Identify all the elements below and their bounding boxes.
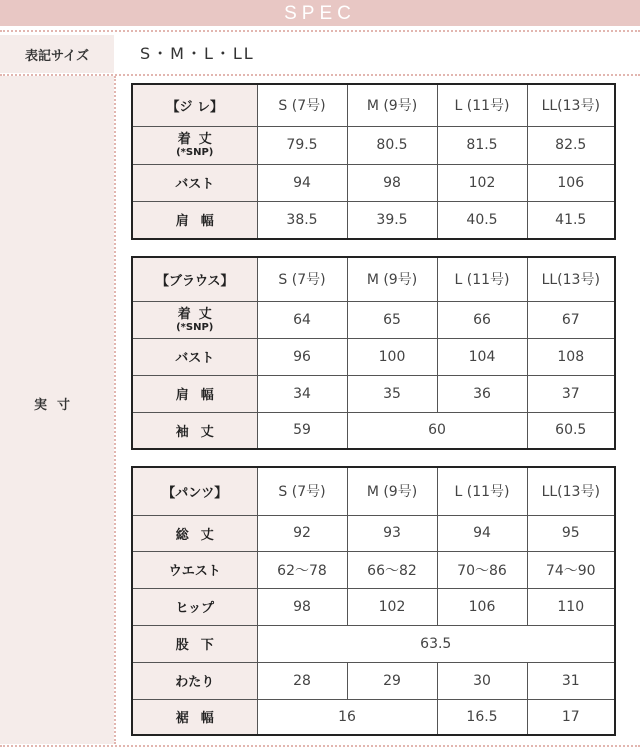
row-label [132, 412, 257, 449]
row-label-text: 着丈 [177, 132, 220, 147]
row-label-text: 肩幅 [175, 214, 226, 230]
table-cell: 40.5 [437, 201, 527, 239]
table-row [132, 515, 615, 551]
spec-title: SPEC [284, 3, 356, 24]
size-header: M (9号) [347, 84, 437, 126]
table-row [132, 662, 615, 699]
table-cell: 29 [347, 662, 437, 699]
size-header: S (7号) [257, 257, 347, 301]
table-row [132, 412, 615, 449]
table-cell: 80.5 [347, 126, 437, 164]
gilet-size-table [131, 83, 616, 240]
row-label [132, 126, 257, 164]
spec-header [0, 0, 640, 26]
row-label-note: (*SNP) [176, 321, 214, 333]
size-notation-label: 表記サイズ [0, 35, 114, 73]
row-label: わたり [132, 662, 257, 699]
row-label: バスト [132, 164, 257, 201]
table-title: 【ブラウス】 [132, 257, 257, 301]
row-label-note: (*SNP) [176, 147, 214, 158]
table-row [132, 625, 615, 662]
table-cell: 79.5 [257, 126, 347, 164]
size-header: S (7号) [257, 467, 347, 515]
table-cell: 65 [347, 301, 437, 338]
table-row [132, 338, 615, 375]
size-notation-row [0, 35, 640, 73]
size-header: LL(13号) [527, 84, 615, 126]
row-label-text: 袖丈 [175, 424, 226, 440]
table-cell: 96 [257, 338, 347, 375]
table-row [132, 551, 615, 588]
table-cell: 66〜82 [347, 551, 437, 588]
table-cell: 60 [347, 412, 527, 449]
table-cell: 70〜86 [437, 551, 527, 588]
table-cell: 110 [527, 588, 615, 625]
table-cell: 94 [437, 515, 527, 551]
divider [0, 745, 640, 747]
table-cell: 102 [437, 164, 527, 201]
table-cell: 106 [527, 164, 615, 201]
divider [0, 30, 640, 32]
row-label [132, 699, 257, 735]
row-label [132, 201, 257, 239]
table-row [132, 588, 615, 625]
table-cell: 98 [257, 588, 347, 625]
size-header: L (11号) [437, 257, 527, 301]
blouse-size-table [131, 256, 616, 450]
table-cell: 64 [257, 301, 347, 338]
table-cell: 81.5 [437, 126, 527, 164]
vertical-divider [114, 76, 116, 744]
table-cell: 31 [527, 662, 615, 699]
table-cell: 28 [257, 662, 347, 699]
row-label-text: 肩幅 [175, 388, 226, 403]
table-cell: 82.5 [527, 126, 615, 164]
table-cell: 63.5 [257, 625, 615, 662]
table-cell: 30 [437, 662, 527, 699]
table-header-row [132, 84, 615, 126]
table-cell: 98 [347, 164, 437, 201]
row-label-text: 着丈 [177, 306, 220, 322]
row-label [132, 515, 257, 551]
pants-size-table [131, 466, 616, 736]
table-cell: 38.5 [257, 201, 347, 239]
table-cell: 67 [527, 301, 615, 338]
row-label: ウエスト [132, 551, 257, 588]
size-header: LL(13号) [527, 257, 615, 301]
table-header-row [132, 467, 615, 515]
table-cell: 74〜90 [527, 551, 615, 588]
size-header: LL(13号) [527, 467, 615, 515]
table-row [132, 126, 615, 164]
size-notation-value: S・M・L・LL [140, 44, 255, 63]
table-cell: 106 [437, 588, 527, 625]
table-cell: 16 [257, 699, 437, 735]
row-label-text: 股下 [175, 638, 226, 653]
table-row [132, 164, 615, 201]
row-label [132, 625, 257, 662]
table-title: 【ジ レ】 [132, 84, 257, 126]
table-cell: 16.5 [437, 699, 527, 735]
table-cell: 104 [437, 338, 527, 375]
row-label [132, 375, 257, 412]
table-title: 【パンツ】 [132, 467, 257, 515]
actual-size-label: 実寸 [33, 398, 80, 413]
table-row [132, 201, 615, 239]
table-cell: 39.5 [347, 201, 437, 239]
table-cell: 94 [257, 164, 347, 201]
table-header-row [132, 257, 615, 301]
table-cell: 17 [527, 699, 615, 735]
table-cell: 60.5 [527, 412, 615, 449]
size-header: L (11号) [437, 467, 527, 515]
table-cell: 37 [527, 375, 615, 412]
table-cell: 41.5 [527, 201, 615, 239]
table-cell: 66 [437, 301, 527, 338]
row-label-text: 総丈 [175, 527, 226, 543]
row-label: ヒップ [132, 588, 257, 625]
table-cell: 93 [347, 515, 437, 551]
table-cell: 95 [527, 515, 615, 551]
size-header: S (7号) [257, 84, 347, 126]
size-header: L (11号) [437, 84, 527, 126]
table-cell: 62〜78 [257, 551, 347, 588]
table-row [132, 375, 615, 412]
table-cell: 100 [347, 338, 437, 375]
table-cell: 36 [437, 375, 527, 412]
size-header: M (9号) [347, 257, 437, 301]
row-label [132, 301, 257, 338]
table-cell: 34 [257, 375, 347, 412]
row-label: バスト [132, 338, 257, 375]
row-label-text: 裾幅 [175, 711, 226, 727]
table-row [132, 301, 615, 338]
table-cell: 59 [257, 412, 347, 449]
table-cell: 108 [527, 338, 615, 375]
size-header: M (9号) [347, 467, 437, 515]
table-cell: 92 [257, 515, 347, 551]
table-cell: 35 [347, 375, 437, 412]
table-cell: 102 [347, 588, 437, 625]
table-row [132, 699, 615, 735]
